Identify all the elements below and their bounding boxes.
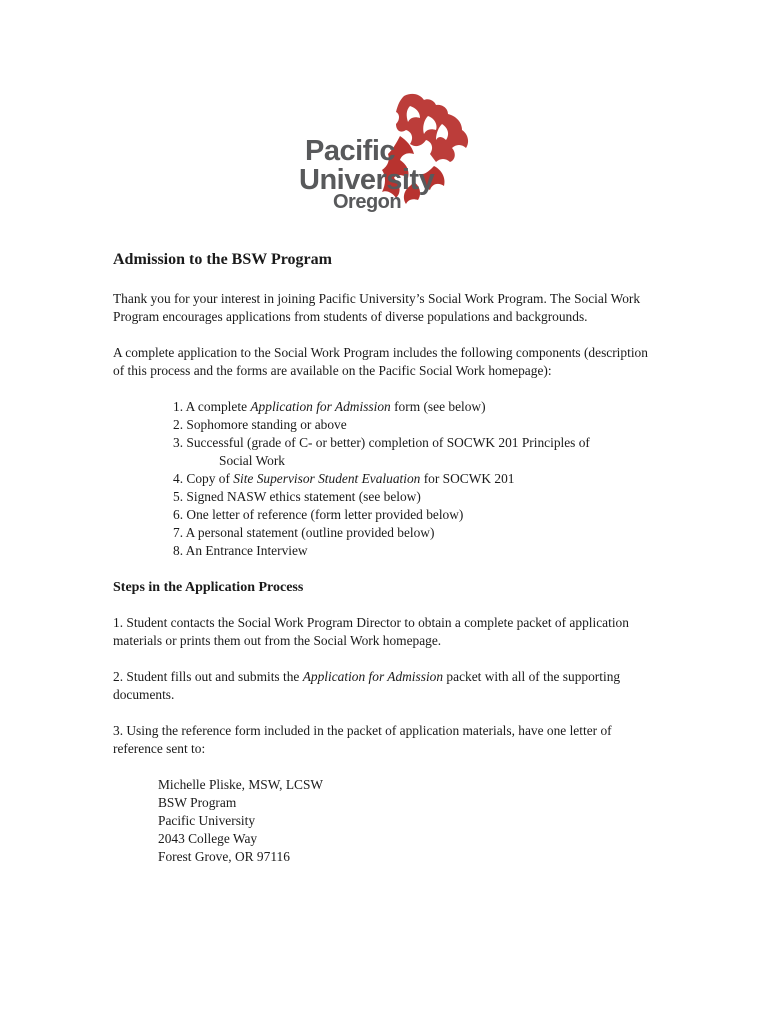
component-item-3: 3. Successful (grade of C- or better) completion of SOCWK 201 Principles of Social Work: [173, 435, 590, 468]
document-body: [113, 248, 653, 866]
component-item-5: 5. Signed NASW ethics statement (see below): [173, 489, 421, 504]
address-street: 2043 College Way: [158, 831, 258, 846]
component-item-8: 8. An Entrance Interview: [173, 543, 308, 558]
address-city: Forest Grove, OR 97116: [158, 849, 290, 864]
address-university: Pacific University: [158, 813, 256, 828]
logo-text-pacific: Pacific: [305, 135, 395, 167]
mailing-address: [158, 776, 653, 866]
steps-heading: Steps in the Application Process: [113, 580, 304, 595]
component-item-6: 6. One letter of reference (form letter provided below): [173, 507, 464, 522]
components-list: [113, 398, 653, 560]
logo-text-university: University: [299, 164, 435, 196]
address-name: Michelle Pliske, MSW, LCSW: [158, 777, 324, 792]
logo-text-oregon: Oregon: [333, 191, 402, 213]
step-1-paragraph: 1. Student contacts the Social Work Program Director to obtain a complete packet of application materials or prints them out from the Social Work homepage.: [113, 615, 629, 648]
component-item-1: 1. A complete Application for Admission form (see below): [173, 399, 486, 414]
intro-paragraph: Thank you for your interest in joining Pacific University’s Social Work Program. The Social Work Program encourages applications from students of diverse populations and backgrounds.: [113, 291, 641, 324]
page-title: Admission to the BSW Program: [113, 251, 332, 268]
address-program: BSW Program: [158, 795, 237, 810]
step-3-paragraph: 3. Using the reference form included in the packet of application materials, have one letter of reference sent to:: [113, 723, 612, 756]
components-intro-paragraph: A complete application to the Social Work Program includes the following components (description of this process and the forms are available on the Pacific Social Work homepage):: [113, 345, 648, 378]
component-item-4: 4. Copy of Site Supervisor Student Evaluation for SOCWK 201: [173, 471, 515, 486]
component-item-7: 7. A personal statement (outline provided below): [173, 525, 435, 540]
component-item-2: 2. Sophomore standing or above: [173, 417, 347, 432]
step-2-paragraph: 2. Student fills out and submits the Application for Admission packet with all of the supporting documents.: [113, 669, 621, 702]
